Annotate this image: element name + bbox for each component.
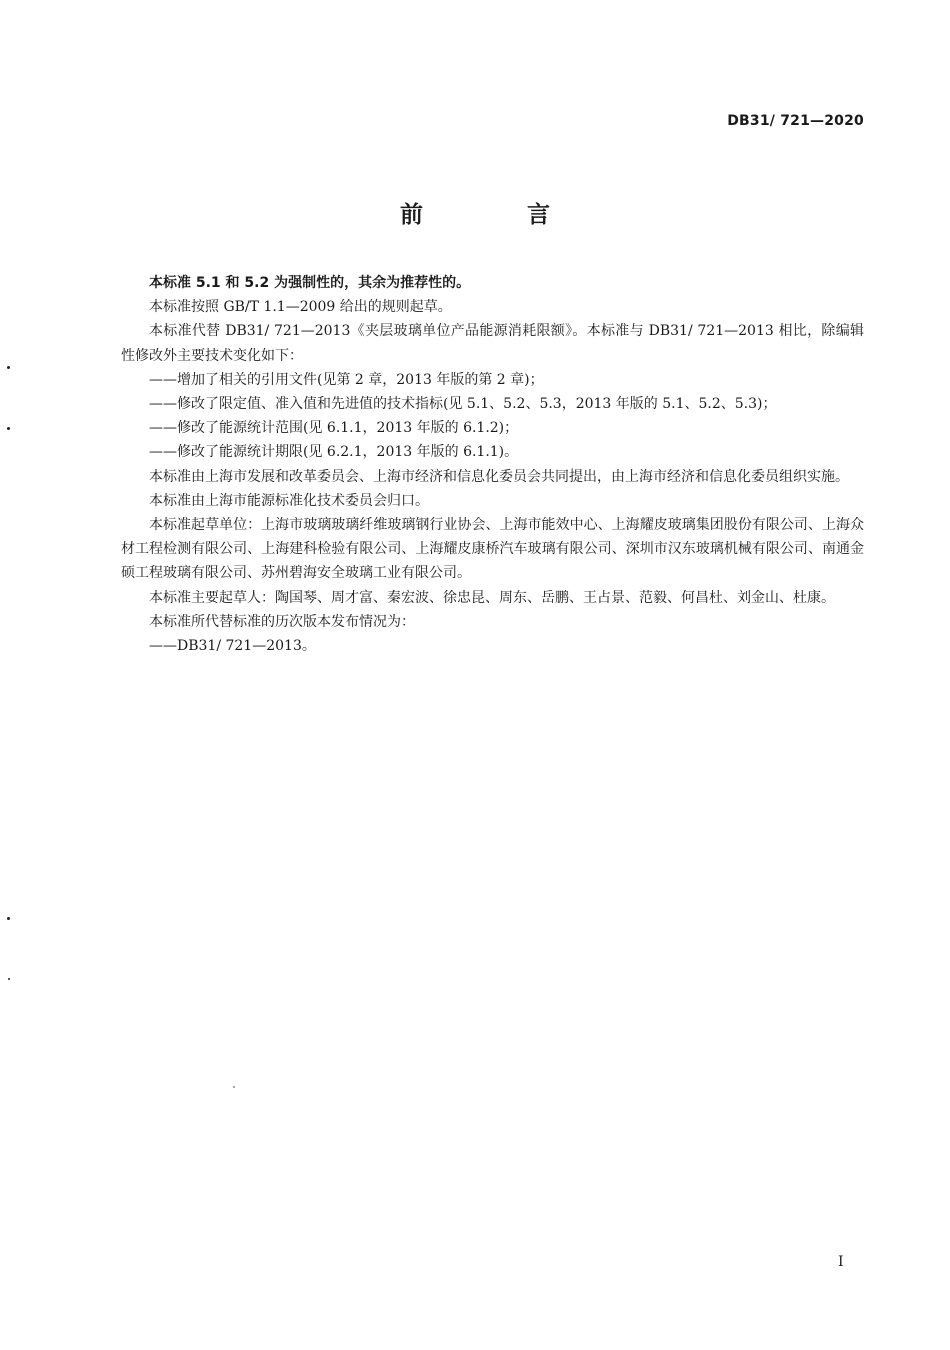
drafters-statement: 本标准主要起草人：陶国琴、周才富、秦宏波、徐忠昆、周东、岳鹏、王占景、范毅、何昌杜、刘金山、杜康。 <box>149 589 835 606</box>
centralized-unit-statement: 本标准由上海市能源标准化技术委员会归口。 <box>149 492 429 509</box>
drafting-rules-statement: 本标准按照 GB/T 1.1—2009 给出的规则起草。 <box>149 299 452 316</box>
drafting-units-statement: 本标准起草单位：上海市玻璃玻璃纤维玻璃钢行业协会、上海市能效中心、上海耀皮玻璃集团股份有限公司、上海众材工程检测有限公司、上海建科检验有限公司、上海耀皮康桥汽车玻璃有限公司、深圳市汉东玻璃机械有限公司、南通金硕工程玻璃有限公司、苏州碧海安全玻璃工业有限公司。 <box>121 517 864 582</box>
scan-mark <box>7 427 10 430</box>
proposer-statement: 本标准由上海市发展和改革委员会、上海市经济和信息化委员会共同提出，由上海市经济和信息化委员组织实施。 <box>149 468 849 485</box>
page-title: 前 言 <box>399 202 598 228</box>
change-item: ——增加了相关的引用文件(见第 2 章，2013 年版的第 2 章)； <box>149 371 544 388</box>
change-item: ——修改了能源统计范围(见 6.1.1，2013 年版的 6.1.2)； <box>149 420 519 437</box>
version-history-item: ——DB31/ 721—2013。 <box>149 638 316 655</box>
replacement-statement: 本标准代替 DB31/ 721—2013《夹层玻璃单位产品能源消耗限额》。本标准与 DB31/ 721—2013 相比，除编辑性修改外主要技术变化如下： <box>121 323 864 364</box>
version-history-statement: 本标准所代替标准的历次版本发布情况为： <box>149 613 415 630</box>
header-standard-code: DB31/ 721—2020 <box>727 113 864 129</box>
mandatory-clause-statement: 本标准 5.1 和 5.2 为强制性的，其余为推荐性的。 <box>149 275 471 291</box>
page-number: I <box>838 1254 844 1270</box>
foreword-body <box>121 271 864 658</box>
scan-mark <box>233 1086 235 1088</box>
change-item: ——修改了限定值、准入值和先进值的技术指标(见 5.1、5.2、5.3，2013 年版的 5.1、5.2、5.3)； <box>149 396 777 413</box>
scan-mark <box>8 978 10 980</box>
change-item: ——修改了能源统计期限(见 6.2.1，2013 年版的 6.1.1)。 <box>149 444 519 461</box>
scan-mark <box>7 917 10 920</box>
scan-mark <box>7 366 10 369</box>
